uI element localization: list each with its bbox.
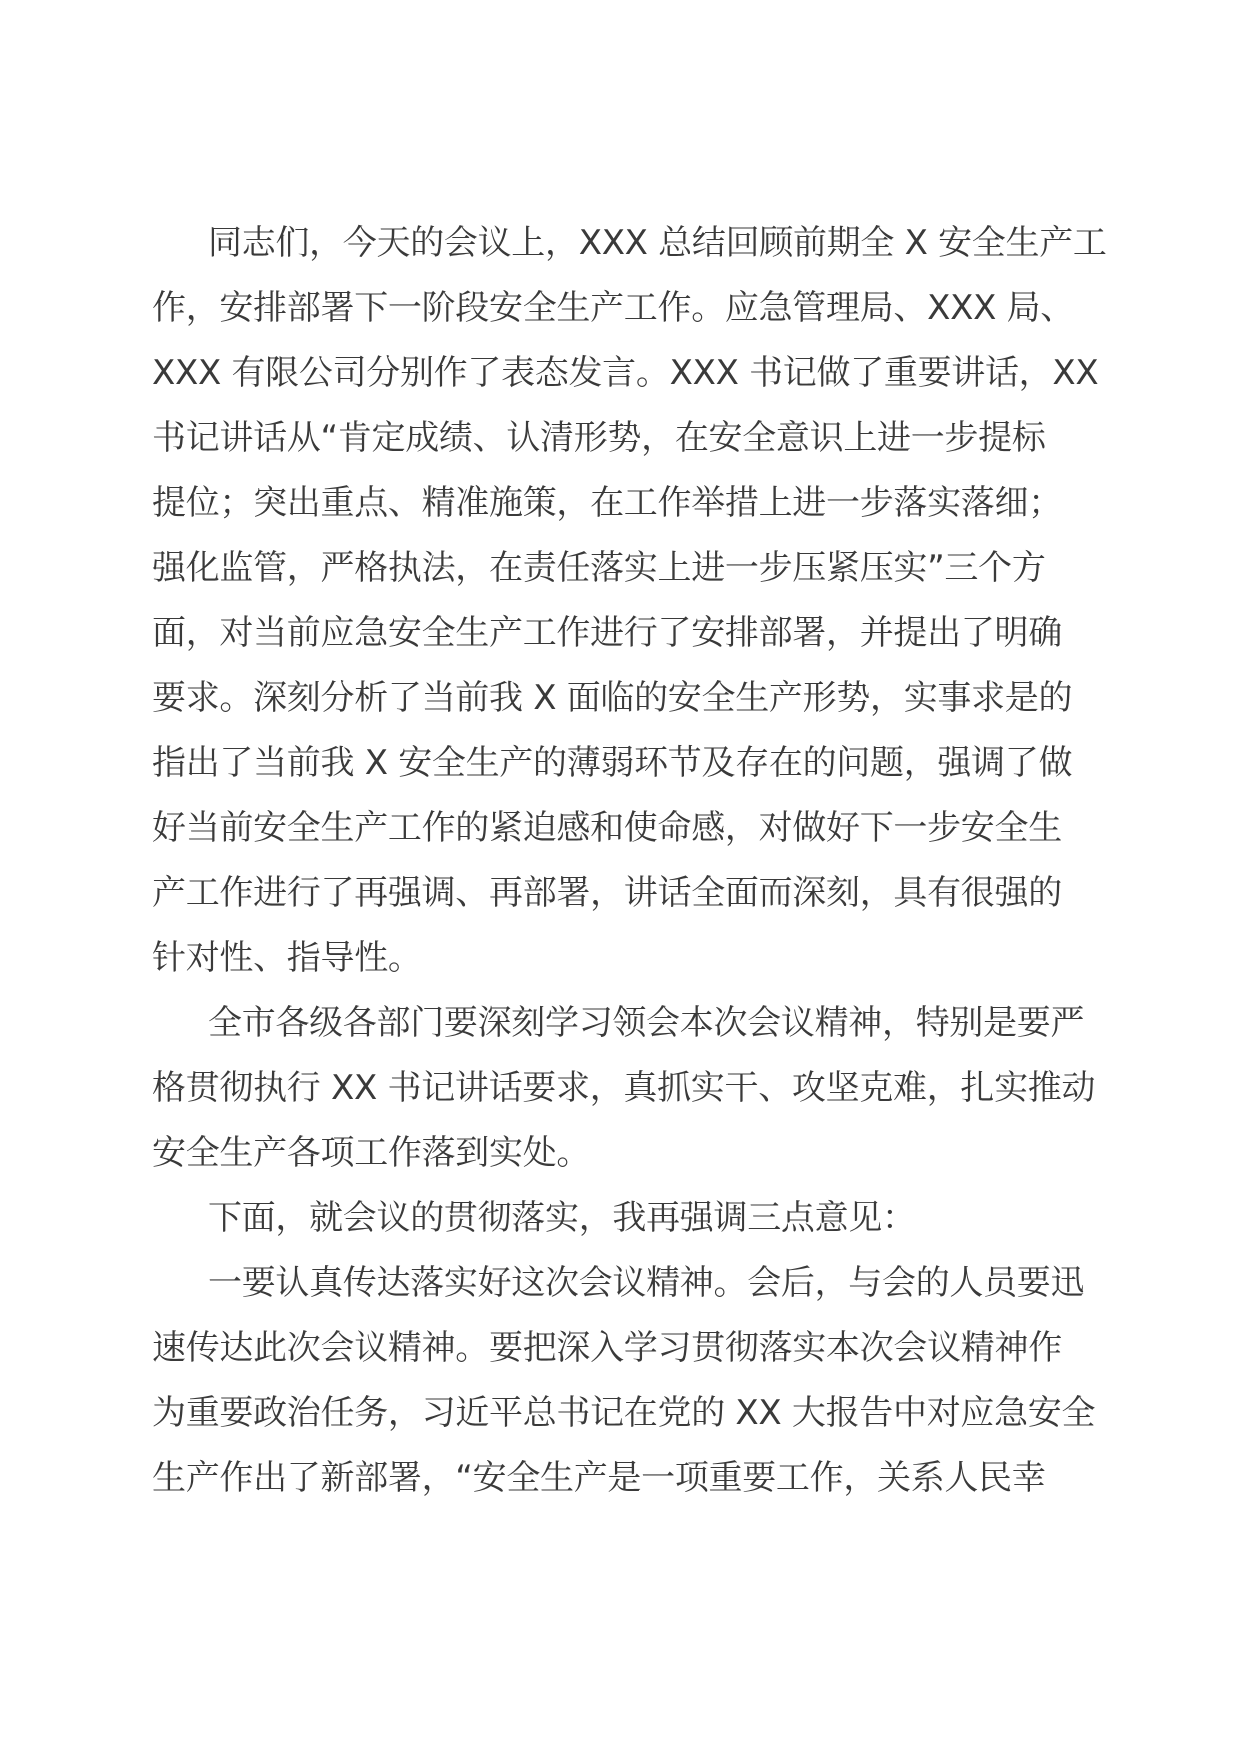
text-line: 提位；突出重点、精准施策，在工作举措上进一步落实落细； bbox=[152, 483, 1062, 523]
text-line: 书记讲话从“肯定成绩、认清形势，在安全意识上进一步提标 bbox=[152, 418, 1046, 458]
text-line: 速传达此次会议精神。要把深入学习贯彻落实本次会议精神作 bbox=[152, 1328, 1062, 1368]
text-line: 一要认真传达落实好这次会议精神。会后，与会的人员要迅 bbox=[208, 1263, 1085, 1303]
text-line: XXX 有限公司分别作了表态发言。XXX 书记做了重要讲话，XX bbox=[152, 353, 1099, 393]
text-line: 为重要政治任务，习近平总书记在党的 XX 大报告中对应急安全 bbox=[152, 1393, 1096, 1433]
text-line: 指出了当前我 X 安全生产的薄弱环节及存在的问题，强调了做 bbox=[152, 743, 1073, 783]
text-line: 安全生产各项工作落到实处。 bbox=[152, 1133, 591, 1173]
text-line: 作，安排部署下一阶段安全生产工作。应急管理局、XXX 局、 bbox=[152, 288, 1074, 328]
text-line: 全市各级各部门要深刻学习领会本次会议精神，特别是要严 bbox=[208, 1003, 1085, 1043]
text-line: 格贯彻执行 XX 书记讲话要求，真抓实干、攻坚克难，扎实推动 bbox=[152, 1068, 1096, 1108]
text-line: 下面，就会议的贯彻落实，我再强调三点意见： bbox=[208, 1198, 916, 1238]
paragraph-study-requirement bbox=[152, 991, 1096, 1186]
text-line: 好当前安全生产工作的紧迫感和使命感，对做好下一步安全生 bbox=[152, 808, 1062, 848]
document-body bbox=[152, 211, 1107, 1511]
paragraph-meeting-summary bbox=[152, 211, 1107, 991]
text-line: 面，对当前应急安全生产工作进行了安排部署，并提出了明确 bbox=[152, 613, 1062, 653]
text-line: 针对性、指导性。 bbox=[152, 938, 422, 978]
text-line: 同志们，今天的会议上，XXX 总结回顾前期全 X 安全生产工 bbox=[208, 223, 1107, 263]
text-line: 要求。深刻分析了当前我 X 面临的安全生产形势，实事求是的 bbox=[152, 678, 1073, 718]
paragraph-three-points-intro bbox=[152, 1186, 1092, 1251]
text-line: 强化监管，严格执法，在责任落实上进一步压紧压实”三个方 bbox=[152, 548, 1046, 588]
text-line: 产工作进行了再强调、再部署，讲话全面而深刻，具有很强的 bbox=[152, 873, 1062, 913]
text-line: 生产作出了新部署，“安全生产是一项重要工作，关系人民幸 bbox=[152, 1458, 1046, 1498]
paragraph-point-one bbox=[152, 1251, 1096, 1511]
